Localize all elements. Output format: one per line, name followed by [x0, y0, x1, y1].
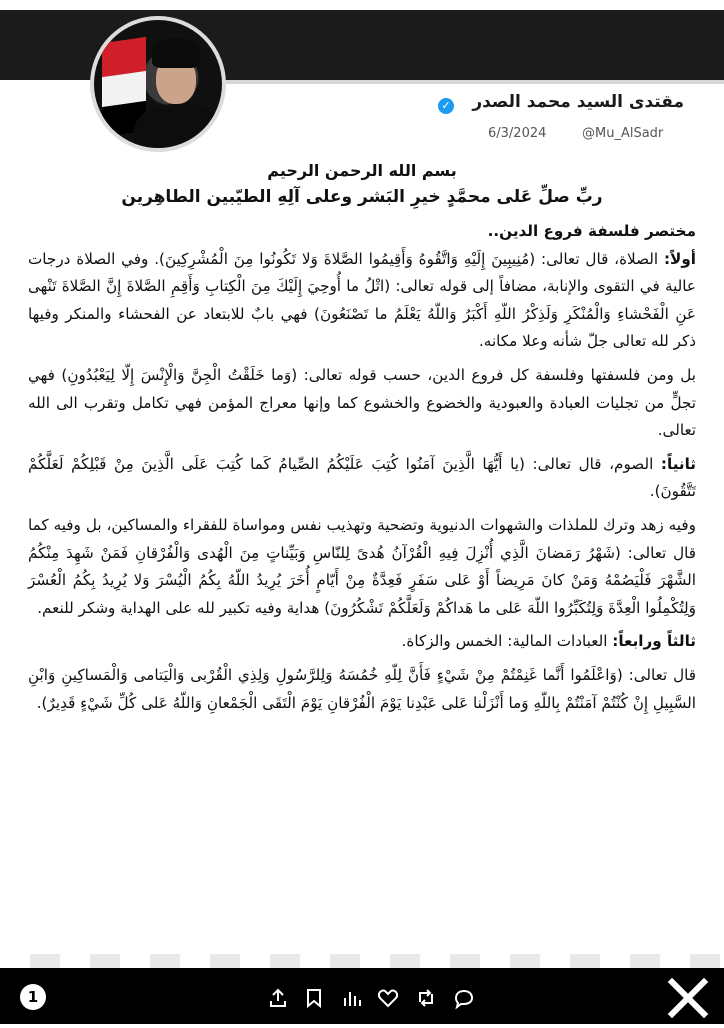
post-date: 6/3/2024: [488, 126, 547, 141]
views-icon[interactable]: [340, 986, 364, 1010]
avatar[interactable]: [90, 16, 226, 152]
footer-divider: [0, 954, 724, 968]
basmala: بسم الله الرحمن الرحيم: [267, 161, 457, 180]
paragraph-fasting: [28, 451, 696, 506]
paragraph-financial: [28, 628, 696, 656]
share-icon[interactable]: [266, 986, 290, 1010]
bookmark-icon[interactable]: [302, 986, 326, 1010]
user-name[interactable]: مقتدى السيد محمد الصدر: [472, 92, 684, 112]
paragraph-text: العبادات المالية: الخمس والزكاة.: [401, 632, 608, 651]
post-title: مختصر فلسفة فروع الدين..: [487, 222, 696, 240]
paragraph-prayer: [28, 246, 696, 356]
paragraph-text: قال تعالى: (وَاعْلَمُوا أَنَّما غَنِمْتُمْ مِنْ شَيْءٍ فَأَنَّ لِلّهِ خُمُسَهُ وَلِلرَّسُولِ وَلِذِي الْقُرْبى وَالْيَتامى وَالْمَساكِينِ وَابْنِ السَّبِيلِ إِنْ كُنْتُمْ آمَنْتُمْ بِاللّهِ وَما أَنْزَلْنا عَلى عَبْدِنا يَوْمَ الْفُرْقانِ يَوْمَ الْتَقَى الْجَمْعانِ وَاللّهُ عَلى كُلِّ شَيْءٍ قَدِيرٌ).: [28, 665, 696, 712]
paragraph-text: الصوم، قال تعالى: (يا أَيُّهَا الَّذِينَ آمَنُوا كُتِبَ عَلَيْكُمُ الصِّيامُ كَما كُتِبَ عَلَى الَّذِينَ مِنْ قَبْلِكُمْ لَعَلَّكُمْ تَتَّقُونَ).: [28, 454, 696, 501]
page-number-badge: 1: [20, 984, 46, 1010]
paragraph-text: الصلاة، قال تعالى: (مُنِيبِينَ إِلَيْهِ وَاتَّقُوهُ وَأَقِيمُوا الصَّلاةَ وَلا تَكُونُوا مِنَ الْمُشْرِكِينَ). وفي الصلاة درجات عالية في التقوى والإنابة، مضافاً إلى قوله تعالى: (اتْلُ ما أُوحِيَ إِلَيْكَ مِنَ الْكِتابِ وَأَقِمِ الصَّلاةَ إِنَّ الصَّلاةَ تَنْهى عَنِ الْفَحْشاءِ وَالْمُنْكَرِ وَلَذِكْرُ اللّهِ أَكْبَرُ وَاللّهُ يَعْلَمُ ما تَصْنَعُونَ) فهي بابٌ للابتعاد عن الفحشاء والمنكر وفيها ذكر لله تعالى جلّ شأنه وعلا مكانه.: [28, 249, 696, 351]
top-bar: [0, 0, 724, 10]
retweet-icon[interactable]: [414, 986, 438, 1010]
avatar-robe: [134, 104, 224, 152]
like-icon[interactable]: [376, 986, 400, 1010]
user-handle[interactable]: @Mu_AlSadr: [582, 126, 664, 141]
paragraph-khums: [28, 662, 696, 717]
post-body: [28, 158, 696, 723]
paragraph-label: أولاً:: [663, 249, 696, 268]
paragraph-text: وفيه زهد وترك للملذات والشهوات الدنيوية وتضحية وتهذيب نفس ومواساة للفقراء والمساكين، بل وفيه كما قال تعالى: (شَهْرُ رَمَضانَ الَّذِي أُنْزِلَ فِيهِ الْقُرْآنُ هُدىً لِلنّاسِ وَبَيِّناتٍ مِنَ الْهُدى وَالْفُرْقانِ فَمَنْ شَهِدَ مِنْكُمُ الشَّهْرَ فَلْيَصُمْهُ وَمَنْ كانَ مَرِيضاً أَوْ عَلى سَفَرٍ فَعِدَّةٌ مِنْ أَيّامٍ أُخَرَ يُرِيدُ اللّهُ بِكُمُ الْيُسْرَ وَلا يُرِيدُ بِكُمُ الْعُسْرَ وَلِتُكْمِلُوا الْعِدَّةَ وَلِتُكَبِّرُوا اللّهَ عَلى ما هَداكُمْ وَلَعَلَّكُمْ تَشْكُرُونَ) هداية وفيه تكبير لله على الهداية وشكر للنعم.: [28, 515, 696, 617]
x-logo-icon[interactable]: [666, 976, 710, 1020]
paragraph-philosophy: [28, 362, 696, 445]
salawat: ربِّ صلِّ عَلى محمَّدٍ خيرِ البَشر وعلى آلِهِ الطيّبين الطاهِرين: [121, 187, 603, 207]
paragraph-label: ثانياً:: [660, 454, 697, 473]
paragraph-fasting-detail: [28, 512, 696, 622]
paragraph-text: بل ومن فلسفتها وفلسفة كل فروع الدين، حسب قوله تعالى: (وَما خَلَقْتُ الْجِنَّ وَالْإِنْسَ إِلّا لِيَعْبُدُونِ) فهي تجلٍّ من تجليات العبادة والعبودية والخضوع والخشوع كما وإنها معراج المؤمن فهي تكامل وتقرب الى الله تعالى.: [28, 365, 696, 440]
paragraph-label: ثالثاً ورابعاً:: [612, 632, 696, 651]
reply-icon[interactable]: [452, 986, 476, 1010]
verified-badge-icon: ✓: [438, 98, 454, 114]
avatar-turban: [152, 38, 200, 68]
